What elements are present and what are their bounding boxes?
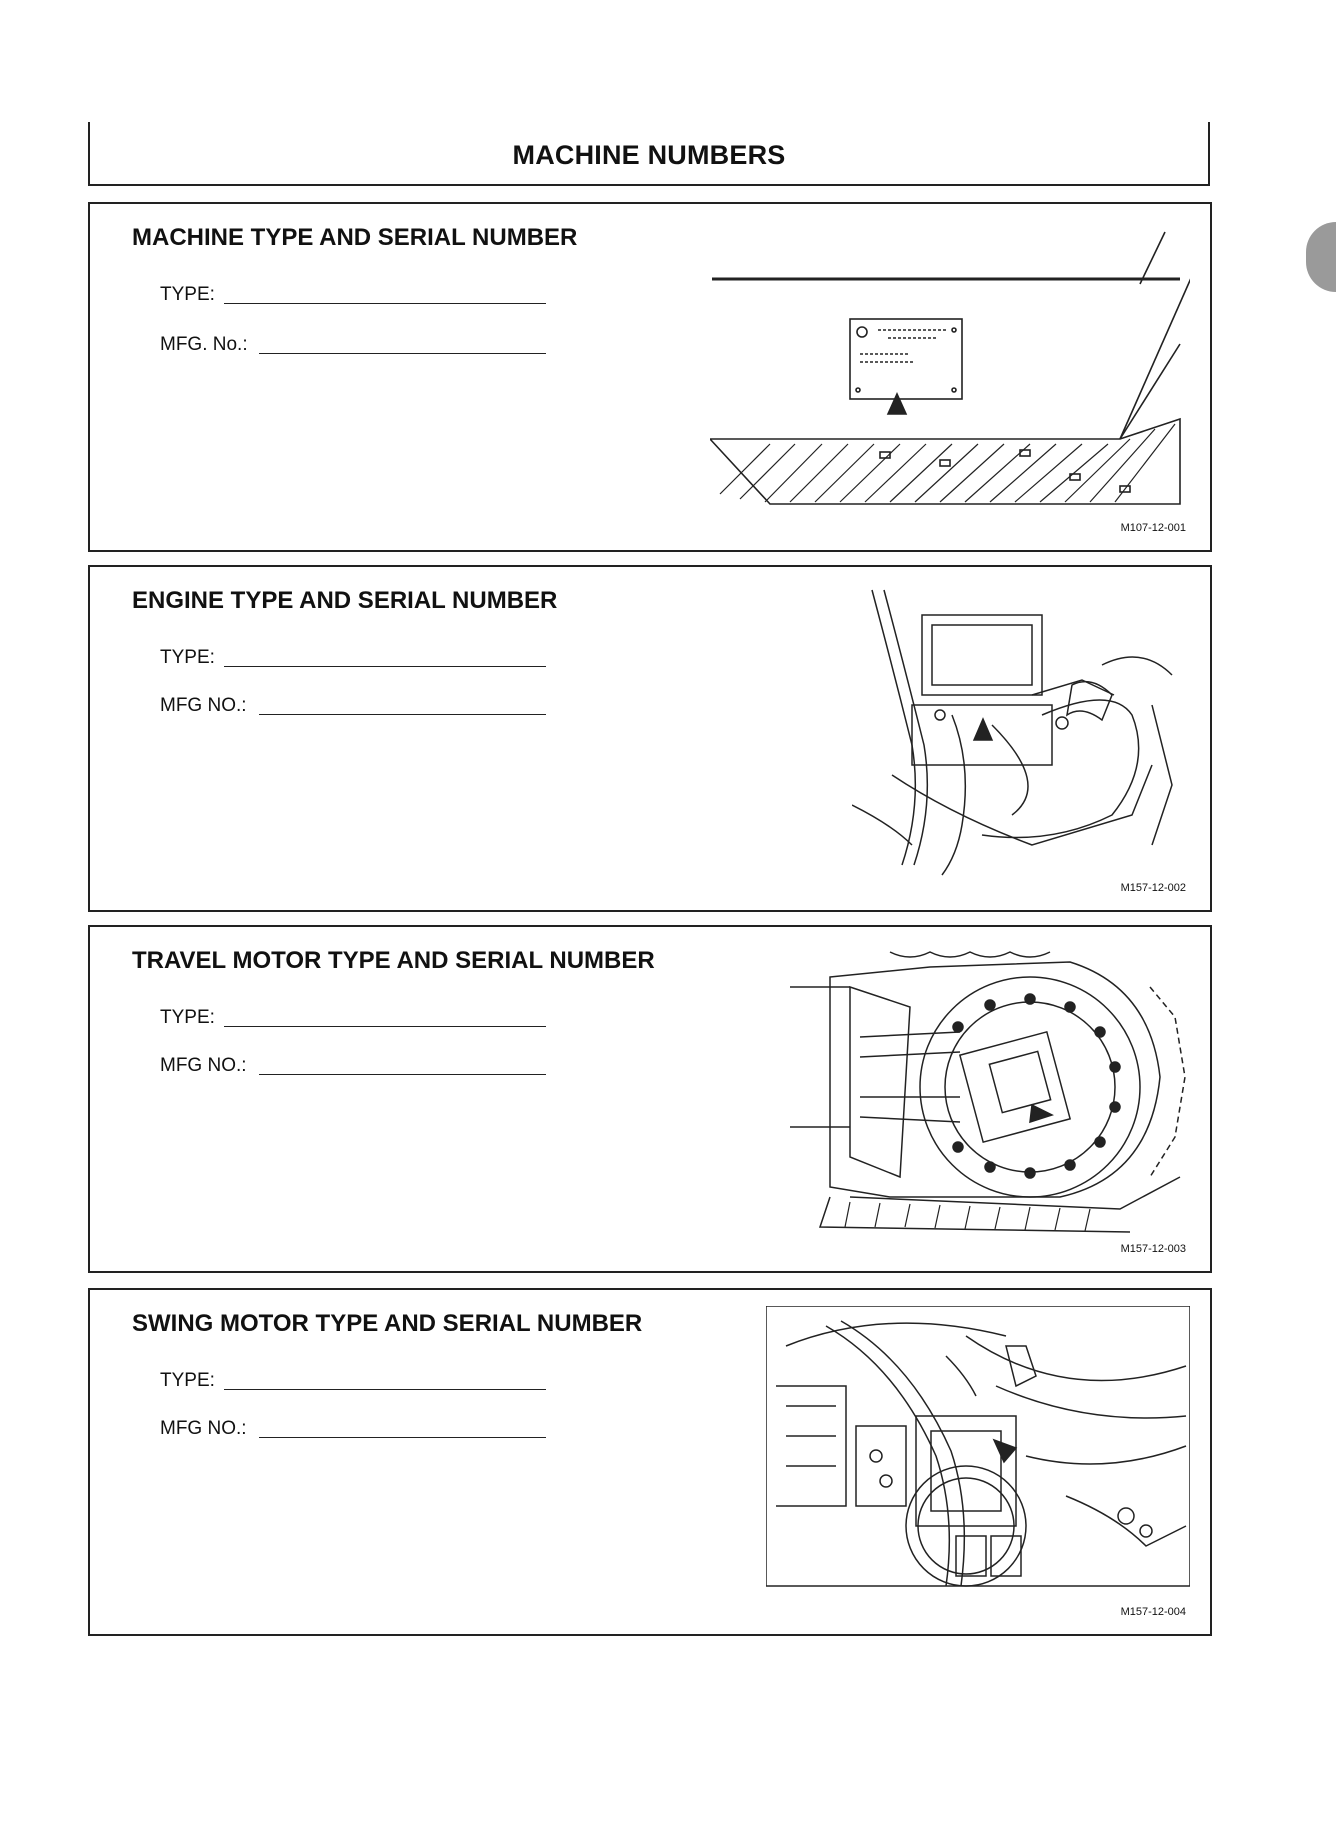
type-blank-line xyxy=(224,666,546,667)
type-label: TYPE: xyxy=(160,1007,215,1028)
figure-code: M157-12-003 xyxy=(1120,1243,1186,1255)
machine-plate-illustration xyxy=(710,224,1190,524)
type-field xyxy=(160,284,215,306)
mfg-no-blank-line xyxy=(259,1437,546,1438)
figure-code: M157-12-004 xyxy=(1120,1606,1186,1618)
type-blank-line xyxy=(224,1026,546,1027)
machine-section-heading: MACHINE TYPE AND SERIAL NUMBER xyxy=(132,224,578,251)
figure-code: M157-12-002 xyxy=(1120,882,1186,894)
type-field xyxy=(160,1370,215,1392)
mfg-no-label: MFG NO.: xyxy=(160,1055,247,1076)
type-blank-line xyxy=(224,303,546,304)
mfg-no-label: MFG NO.: xyxy=(160,695,247,716)
type-label: TYPE: xyxy=(160,284,215,305)
page-title: MACHINE NUMBERS xyxy=(512,140,786,170)
mfg-no-blank-line xyxy=(259,714,546,715)
type-label: TYPE: xyxy=(160,1370,215,1391)
engine-section-heading: ENGINE TYPE AND SERIAL NUMBER xyxy=(132,587,558,614)
travel-motor-illustration xyxy=(790,947,1190,1237)
engine-illustration xyxy=(852,585,1192,885)
mfg-no-label: MFG NO.: xyxy=(160,1418,247,1439)
mfg-no-field xyxy=(160,334,248,356)
figure-code: M107-12-001 xyxy=(1120,522,1186,534)
mfg-no-blank-line xyxy=(259,1074,546,1075)
travel-motor-section-heading: TRAVEL MOTOR TYPE AND SERIAL NUMBER xyxy=(132,947,655,974)
swing-motor-number-panel xyxy=(88,1288,1212,1636)
travel-motor-number-panel xyxy=(88,925,1212,1273)
mfg-no-label: MFG. No.: xyxy=(160,334,248,355)
type-blank-line xyxy=(224,1389,546,1390)
type-field xyxy=(160,1007,215,1029)
mfg-no-field xyxy=(160,695,247,717)
machine-number-panel xyxy=(88,202,1212,552)
mfg-no-blank-line xyxy=(259,353,546,354)
engine-number-panel xyxy=(88,565,1212,912)
mfg-no-field xyxy=(160,1418,247,1440)
section-tab-marker xyxy=(1306,222,1336,292)
page-title-box xyxy=(88,122,1210,186)
swing-motor-section-heading: SWING MOTOR TYPE AND SERIAL NUMBER xyxy=(132,1310,643,1337)
type-label: TYPE: xyxy=(160,647,215,668)
swing-motor-illustration xyxy=(766,1306,1190,1606)
mfg-no-field xyxy=(160,1055,247,1077)
type-field xyxy=(160,647,215,669)
